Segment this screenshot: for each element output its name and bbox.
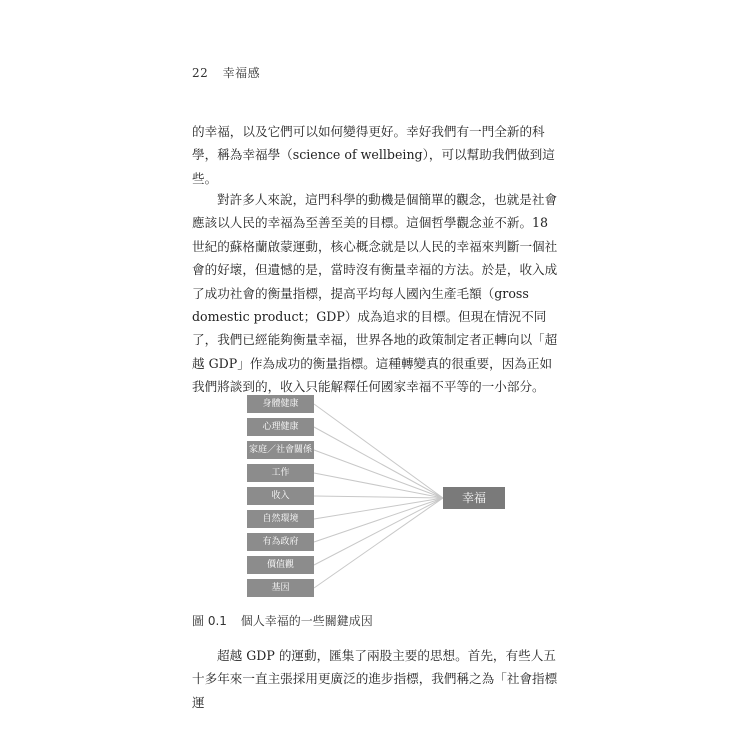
running-title: 幸福感	[222, 66, 261, 80]
factor-box-work: 工作	[247, 464, 314, 482]
connector-line	[314, 427, 443, 498]
connector-line	[314, 473, 443, 498]
connector-line	[314, 496, 443, 498]
connector-line	[314, 498, 443, 565]
page-number: 22	[192, 66, 209, 80]
factor-box-genes: 基因	[247, 579, 314, 597]
figure-label: 圖 0.1	[192, 614, 227, 628]
factor-box-mental-health: 心理健康	[247, 418, 314, 436]
paragraph-3: 超越 GDP 的運動，匯集了兩股主要的思想。首先，有些人五十多年來一直主張採用更廣泛的進步指標，我們稱之為「社會指標運	[192, 648, 558, 710]
figure-caption	[192, 612, 373, 629]
connector-line	[314, 404, 443, 498]
connector-line	[314, 498, 443, 588]
connector-line	[314, 498, 443, 542]
running-header	[192, 64, 260, 81]
figure-caption-text: 個人幸福的一些關鍵成因	[240, 614, 373, 628]
target-box-happiness: 幸福	[443, 487, 505, 509]
factor-box-physical-health: 身體健康	[247, 395, 314, 413]
connector-line	[314, 498, 443, 519]
factor-box-income: 收入	[247, 487, 314, 505]
paragraph-1: 的幸福，以及它們可以如何變得更好。幸好我們有一門全新的科學，稱為幸福學（science of wellbeing），可以幫助我們做到這些。	[192, 124, 555, 186]
factor-box-family-social: 家庭／社會關係	[247, 441, 314, 459]
factor-box-values: 價值觀	[247, 556, 314, 574]
connector-line	[314, 450, 443, 498]
paragraph-2: 對許多人來說，這門科學的動機是個簡單的觀念，也就是社會應該以人民的幸福為至善至美的目標。這個哲學觀念並不新。18 世紀的蘇格蘭啟蒙運動，核心概念就是以人民的幸福來判斷一個社會的好壞，但遺憾的是，當時沒有衡量幸福的方法。於是，收入成了成功社會的衡量指標，提高平均每人國內生產毛額（gross domestic product；GDP）成為追求的目標。但現在情況不同了，我們已經能夠衡量幸福，世界各地的政策制定者正轉向以「超越 GDP」作為成功的衡量指標。這種轉變真的很重要，因為正如我們將談到的，收入只能解釋任何國家幸福不平等的一小部分。	[192, 192, 558, 395]
factor-box-government: 有為政府	[247, 533, 314, 551]
factor-box-environment: 自然環境	[247, 510, 314, 528]
